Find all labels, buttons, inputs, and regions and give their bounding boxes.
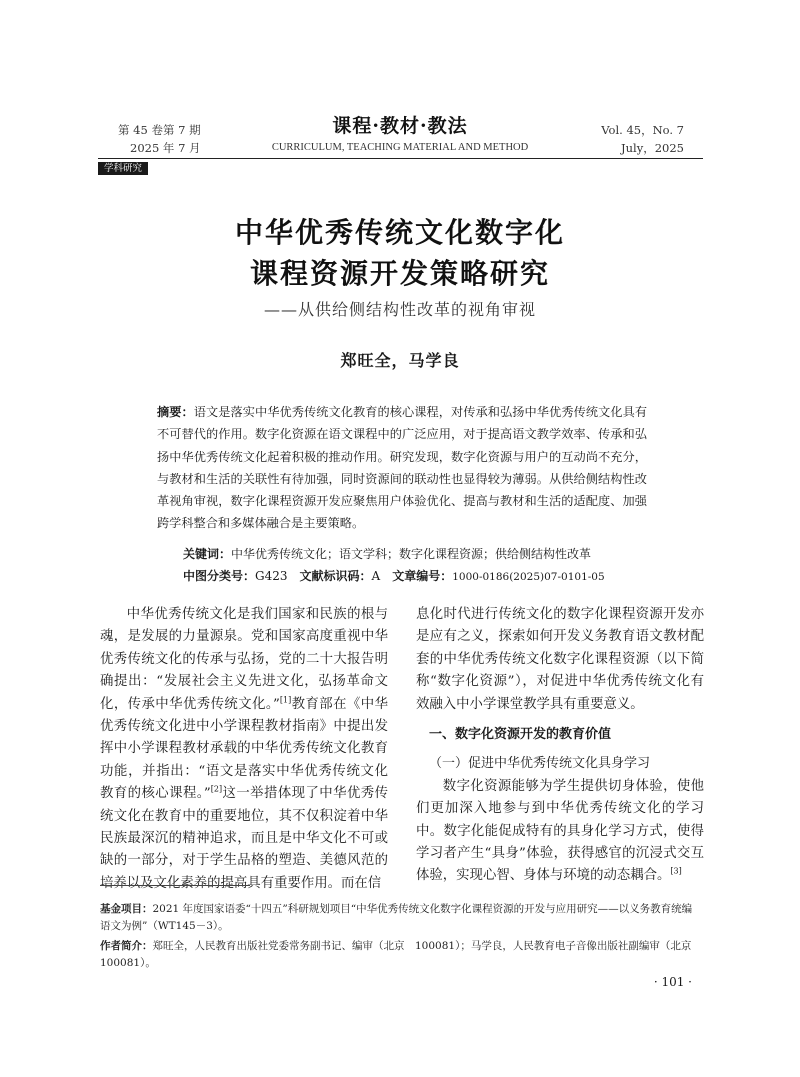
volume-cn: 第 45 卷第 7 期	[118, 123, 201, 137]
article-no-value: 1000-0186(2025)07-0101-05	[452, 571, 605, 583]
clc-value: G423	[255, 569, 288, 583]
date-cn: 2025 年 7 月	[130, 141, 201, 155]
body-text: 数字化资源能够为学生提供切身体验，使他们更加深入地参与到中华优秀传统文化的学习中。数字化能促成特有的具身化学习方式，使得学习者产生“具身”体验，获得感官的沉浸式交互体验，实现心智、身体与环境的动态耦合。	[416, 778, 704, 884]
journal-title-en: CURRICULUM, TEACHING MATERIAL AND METHOD	[271, 142, 529, 153]
subsection-heading: （一）促进中华优秀传统文化具身学习	[429, 756, 651, 772]
doc-code-value: A	[371, 569, 381, 583]
article-subtitle: ——从供给侧结构性改革的视角审视	[263, 300, 536, 319]
article-no-label: 文章编号：	[392, 569, 453, 583]
issue-info-en	[601, 121, 684, 157]
footnote-authors	[100, 938, 700, 972]
citation: [1]	[279, 695, 292, 705]
body-text: 这一举措体现了中华优秀传统文化在教育中的重要地位，其不仅积淀着中华民族最深沉的精神追求，而且是中华文化不可或缺的一部分，对于学生品格的塑造、美德风范的培养以及文化素养的提高具有重要作用。而在信	[100, 786, 388, 891]
citation: [3]	[670, 867, 682, 876]
footnote-divider	[100, 885, 250, 886]
abstract	[157, 401, 647, 535]
article-title-line1: 中华优秀传统文化数字化	[234, 216, 565, 249]
footnote-fund	[100, 901, 700, 935]
section-tag: 学科研究	[98, 162, 148, 175]
clc-label: 中图分类号：	[183, 569, 256, 583]
body-paragraph	[100, 604, 388, 895]
article-authors: 郑旺全，马学良	[340, 351, 460, 370]
keywords-label: 关键词：	[183, 547, 232, 561]
volume-en: Vol. 45，No. 7	[601, 123, 684, 137]
header-divider	[98, 158, 703, 159]
body-paragraph: 息化时代进行传统文化的数字化课程资源开发亦是应有之义，探索如何开发义务教育语文教材配套的中华优秀传统文化数字化课程资源（以下简称“数字化资源”），对促进中华优秀传统文化有效融入中小学课堂教学具有重要意义。	[416, 607, 704, 712]
fund-text: 2021 年度国家语委“十四五”科研规划项目“中华优秀传统文化数字化课程资源的开发与应用研究——以义务教育统编语文为例”（WT145－3）。	[100, 903, 693, 932]
body-text: 中华优秀传统文化是我们国家和民族的根与魂，是发展的力量源泉。党和国家高度重视中华优秀传统文化的传承与弘扬，党的二十大报告明确提出：“发展社会主义先进文化，弘扬革命文化，传承中华优秀传统文化。”	[100, 607, 388, 712]
author-bio-text: 郑旺全，人民教育出版社党委常务副书记、编审（北京 100081）；马学良，人民教育电子音像出版社副编审（北京 100081）。	[100, 940, 702, 969]
keywords-text: 中华优秀传统文化；语文学科；数字化课程资源；供给侧结构性改革	[231, 547, 592, 561]
abstract-text: 语文是落实中华优秀传统文化教育的核心课程，对传承和弘扬中华优秀传统文化具有不可替代的作用。数字化资源在语文课程中的广泛应用，对于提高语文教学效率、传承和弘扬中华优秀传统文化起着积极的推动作用。研究发现，数字化资源与用户的互动尚不充分，与教材和生活的关联性有待加强，同时资源间的联动性也显得较为薄弱。从供给侧结构性改革视角审视，数字化课程资源开发应聚焦用户体验优化、提高与教材和生活的适配度、加强跨学科整合和多媒体融合是主要策略。	[157, 405, 648, 531]
body-column-left	[100, 604, 388, 895]
article-title-line2: 课程资源开发策略研究	[249, 257, 550, 290]
classification-line	[183, 567, 605, 586]
fund-label: 基金项目：	[100, 903, 153, 915]
keywords-line	[183, 545, 591, 563]
body-paragraph	[416, 776, 704, 888]
section-heading: 一、数字化资源开发的教育价值	[429, 727, 612, 743]
citation: [2]	[210, 784, 223, 794]
abstract-label: 摘要：	[157, 405, 194, 419]
date-en: July，2025	[621, 141, 684, 155]
author-bio-label: 作者简介：	[100, 940, 153, 952]
journal-title-cn: 课程·教材·教法	[332, 115, 468, 137]
body-text: 教育部在《中华优秀传统文化进中小学课程教材指南》中提出发挥中小学课程教材承载的中华优秀传统文化教育功能，并指出：“语文是落实中华优秀传统文化教育的核心课程。”	[100, 696, 388, 802]
doc-code-label: 文献标识码：	[299, 569, 372, 583]
body-column-right	[416, 604, 704, 888]
page-number: · 101 ·	[653, 975, 692, 989]
